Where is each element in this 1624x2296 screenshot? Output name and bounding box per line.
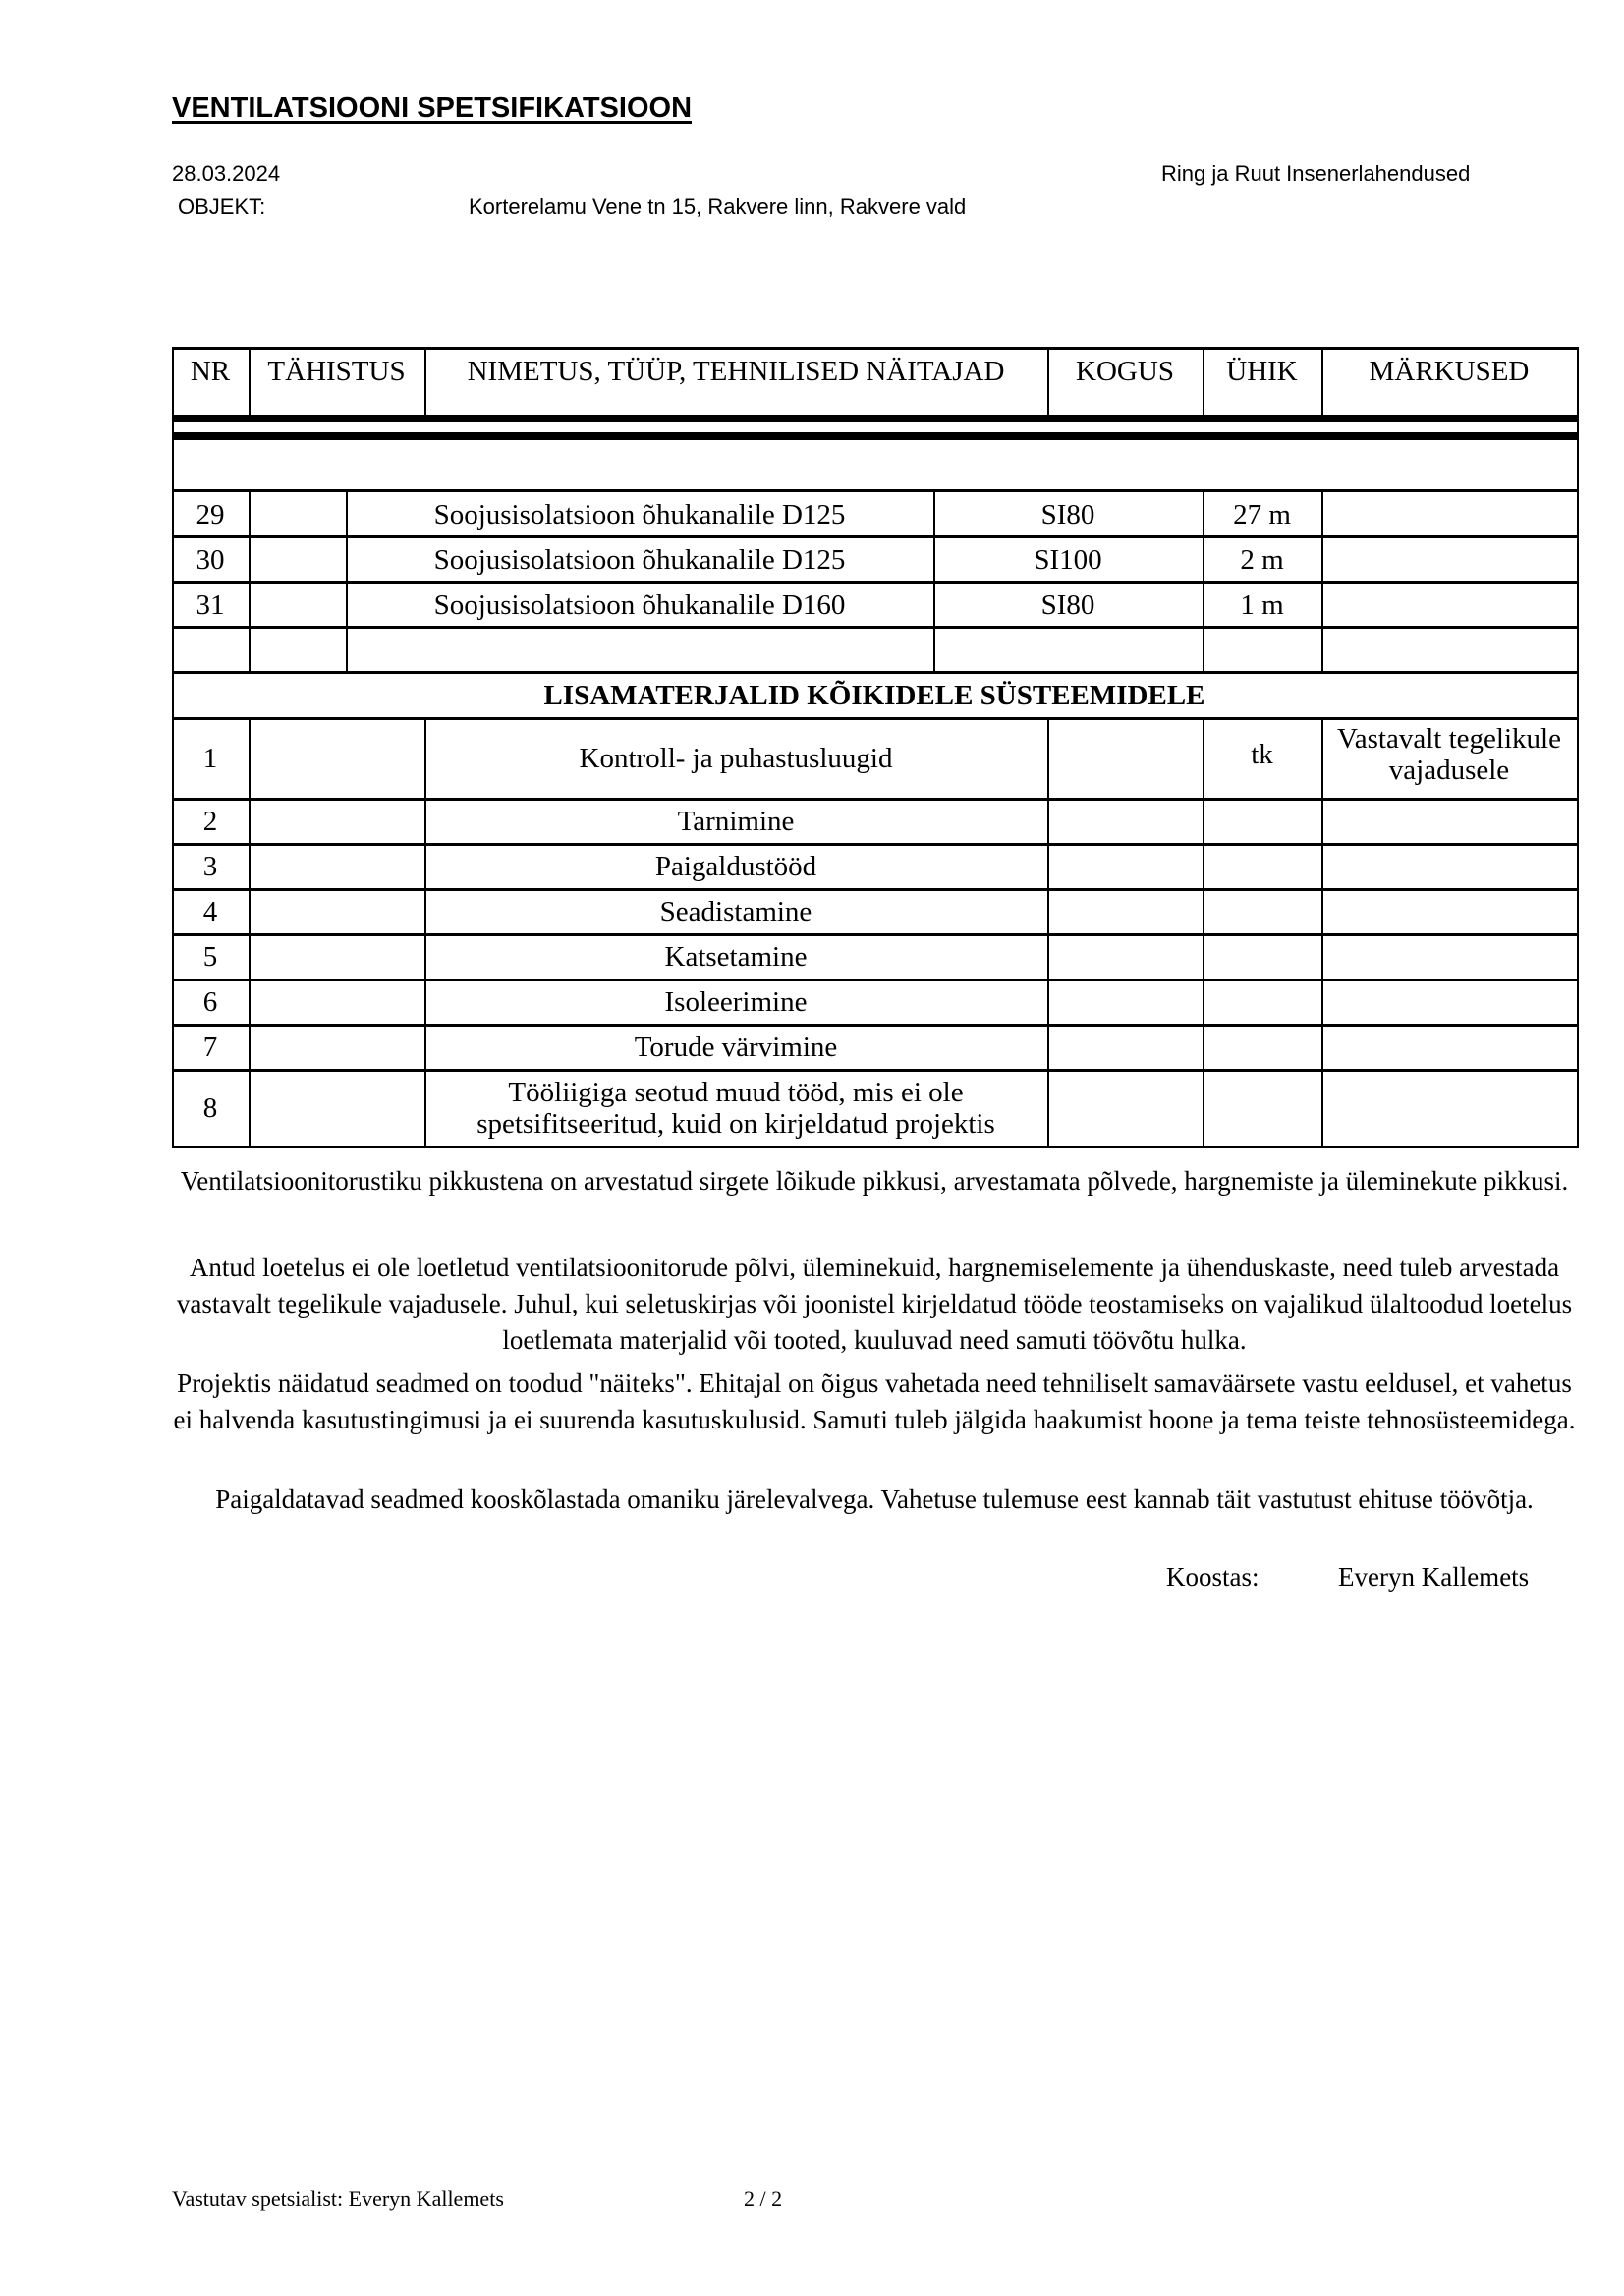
grid-line-h <box>172 489 1579 492</box>
document-title: VENTILATSIOONI SPETSIFIKATSIOON <box>172 92 693 124</box>
row-qty: 27 m <box>1233 499 1291 531</box>
extra-row-name: Katsetamine <box>664 941 808 973</box>
extra-row-nr: 8 <box>202 1092 218 1124</box>
row-name: Soojusisolatsioon õhukanalile D125 <box>433 544 846 576</box>
grid-line-v <box>1321 489 1323 671</box>
extra-row-nr: 1 <box>202 743 218 774</box>
grid-line-h <box>172 671 1579 674</box>
row-nr: 29 <box>196 499 225 531</box>
grid-line-v <box>1203 717 1204 1146</box>
grid-line-h <box>172 933 1579 936</box>
row-name: Soojusisolatsioon õhukanalile D160 <box>433 589 846 621</box>
grid-line-h <box>172 1146 1579 1148</box>
grid-line-h <box>172 979 1579 981</box>
grid-line-h <box>172 717 1579 720</box>
footer-responsible: Vastutav spetsialist: Everyn Kallemets <box>172 2186 504 2211</box>
grid-line-v <box>1047 717 1049 1146</box>
row-type: SI100 <box>1034 544 1102 576</box>
row-type: SI80 <box>1040 499 1095 531</box>
extra-row-name: Kontroll- ja puhastusluugid <box>579 743 893 774</box>
extra-row-note: Vastavalt tegelikule vajadusele <box>1337 723 1561 786</box>
note-paragraph: Projektis näidatud seadmed on toodud "näiteks". Ehitajal on õigus vahetada need tehniliselt samaväärsete vastu eeldusel, et vahetus ei halvenda kasutustingimusi ja ei suurenda kasutuskulusid. Samuti tuleb jälgida haakumist hoone ja tema teiste tehnosüsteemidega. <box>173 1369 1576 1434</box>
grid-line-v <box>424 347 426 415</box>
header-markused: MÄRKUSED <box>1369 356 1530 387</box>
grid-line-h <box>172 415 1579 422</box>
grid-line-v <box>1047 347 1049 415</box>
grid-line-v <box>249 347 251 415</box>
row-nr: 31 <box>196 589 225 621</box>
grid-line-h <box>172 1069 1579 1072</box>
grid-line-h <box>172 347 1579 350</box>
extra-row-name: Paigaldustööd <box>654 851 817 882</box>
row-qty: 1 m <box>1240 589 1284 621</box>
extra-row-name: Isoleerimine <box>664 986 808 1018</box>
document-date: 28.03.2024 <box>172 161 281 186</box>
extra-row-nr: 7 <box>202 1032 218 1063</box>
objekt-value: Korterelamu Vene tn 15, Rakvere linn, Rakvere vald <box>469 195 967 219</box>
extra-row-name: Tööliigiga seotud muud tööd, mis ei ole spetsifitseeritud, kuid on kirjeldatud projektis <box>476 1077 995 1140</box>
footer-page-number: 2 / 2 <box>744 2186 783 2211</box>
grid-line-h <box>172 626 1579 629</box>
row-type: SI80 <box>1040 589 1095 621</box>
note-paragraph: Paigaldatavad seadmed kooskõlastada omaniku järelevalvega. Vahetuse tulemuse eest kannab täit vastutust ehituse töövõtja. <box>215 1484 1534 1514</box>
note-paragraph: Ventilatsioonitorustiku pikkustena on arvestatud sirgete lõikude pikkusi, arvestamata põlvede, hargnemiste ja üleminekute pikkusi. <box>180 1166 1569 1196</box>
row-nr: 30 <box>196 544 225 576</box>
grid-line-h <box>172 535 1579 538</box>
prepared-by-label: Koostas: <box>1166 1562 1260 1592</box>
grid-line-v <box>1577 347 1579 1148</box>
extra-row-nr: 2 <box>202 806 218 837</box>
extra-row-name: Tarnimine <box>677 806 795 837</box>
grid-line-v <box>1203 347 1204 415</box>
row-name: Soojusisolatsioon õhukanalile D125 <box>433 499 846 531</box>
grid-line-v <box>1203 489 1204 671</box>
grid-line-v <box>172 347 174 1148</box>
grid-line-v <box>1321 347 1323 415</box>
grid-line-v <box>933 489 935 671</box>
extra-row-nr: 4 <box>202 896 218 927</box>
section-title: LISAMATERJALID KÕIKIDELE SÜSTEEMIDELE <box>543 680 1205 711</box>
extra-row-nr: 3 <box>202 851 218 882</box>
extra-row-name: Torude värvimine <box>634 1032 838 1063</box>
grid-line-h <box>172 888 1579 891</box>
header-kogus: KOGUS <box>1076 356 1174 387</box>
grid-line-v <box>346 489 348 671</box>
extra-row-nr: 5 <box>202 941 218 973</box>
grid-line-v <box>249 489 251 671</box>
extra-row-unit: tk <box>1251 739 1273 770</box>
grid-line-h <box>172 798 1579 801</box>
header-nimetus: NIMETUS, TÜÜP, TEHNILISED NÄITAJAD <box>467 356 1005 387</box>
prepared-by-name: Everyn Kallemets <box>1338 1562 1530 1592</box>
grid-line-v <box>424 717 426 1146</box>
grid-line-h <box>172 432 1579 440</box>
header-uhik: ÜHIK <box>1226 356 1298 387</box>
grid-line-h <box>172 1024 1579 1027</box>
extra-row-name: Seadistamine <box>659 896 812 927</box>
grid-line-v <box>249 717 251 1146</box>
note-paragraph: Antud loetelus ei ole loetletud ventilatsioonitorude põlvi, üleminekuid, hargnemiselemente ja ühenduskaste, need tuleb arvestada vastavalt tegelikule vajadusele. Juhul, kui seletuskirjas või joonistel kirjeldatud tööde teostamiseks on vajalikud ülaltoodud loetelus loetlemata materjalid või tooted, kuuluvad need samuti töövõtu hulka. <box>176 1253 1573 1355</box>
extra-row-nr: 6 <box>202 986 218 1018</box>
grid-line-h <box>172 581 1579 584</box>
row-qty: 2 m <box>1240 544 1284 576</box>
company-name: Ring ja Ruut Insenerlahendused <box>1161 161 1471 186</box>
objekt-label: OBJEKT: <box>178 195 266 219</box>
grid-line-v <box>1321 717 1323 1146</box>
grid-line-h <box>172 843 1579 846</box>
header-nr: NR <box>190 356 231 387</box>
header-tahistus: TÄHISTUS <box>267 356 406 387</box>
